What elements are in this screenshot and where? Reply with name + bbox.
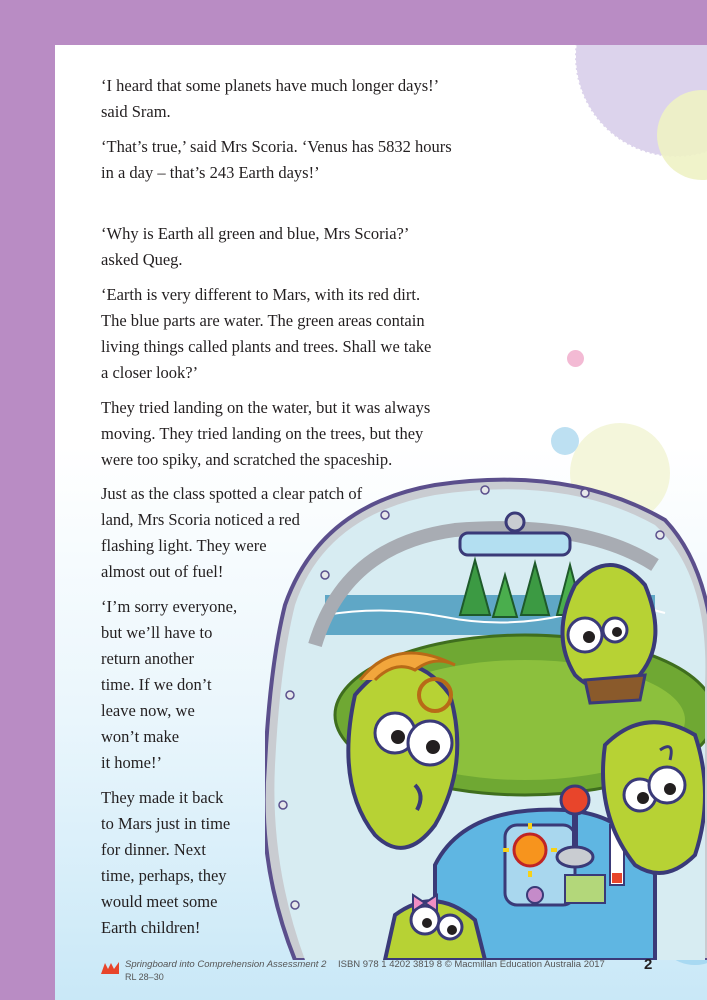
book-page [55, 45, 707, 1000]
paragraph-4: ‘Earth is very different to Mars, with its red dirt. The blue parts are water. The green areas contain living things called plants and trees. Shall we take a closer look?’ [101, 285, 432, 382]
paragraph-6: Just as the class spotted a clear patch of land, Mrs Scoria noticed a red flashing light. They were almost out of fuel! [101, 484, 363, 581]
paragraph-8: They made it back to Mars just in time for dinner. Next time, perhaps, they would meet some Earth children! [101, 788, 231, 937]
series-title: Springboard into Comprehension Assessment 2 [125, 959, 327, 970]
spaceship-illustration [265, 465, 707, 960]
decor-dot-pink [567, 350, 584, 367]
page-number: 2 [644, 956, 653, 973]
paragraph-7: ‘I’m sorry everyone, but we’ll have to return another time. If we don’t leave now, we won’t make it home!’ [101, 597, 238, 772]
paragraph-2: ‘That’s true,’ said Mrs Scoria. ‘Venus has 5832 hours in a day – that’s 243 Earth days!’ [101, 137, 452, 182]
paragraph-5: They tried landing on the water, but it was always moving. They tried landing on the trees, but they were too spiky, and scratched the spaceship. [101, 398, 431, 469]
isbn-copyright: ISBN 978 1 4202 3819 8 © Macmillan Education Australia 2017 [338, 959, 605, 970]
paragraph-3: ‘Why is Earth all green and blue, Mrs Scoria?’ asked Queg. [101, 224, 410, 269]
publisher-logo-icon [101, 962, 119, 974]
reading-level: RL 28–30 [125, 972, 164, 982]
paragraph-1: ‘I heard that some planets have much longer days!’ said Sram. [101, 76, 440, 121]
page-footer [55, 955, 707, 1000]
